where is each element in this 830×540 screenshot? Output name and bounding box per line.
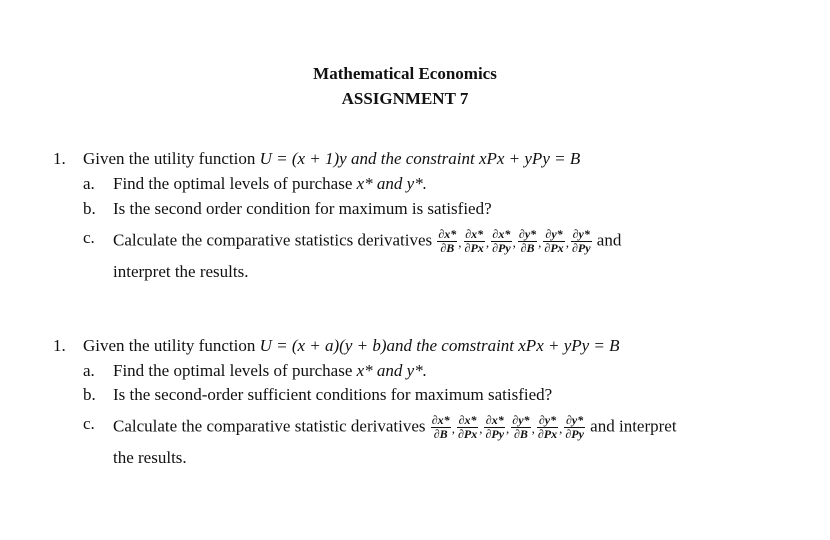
q1-intro-math: U = (x + 1)y and the constraint xPx + yPy = B (259, 149, 581, 168)
comma-separator: , (506, 421, 510, 437)
comma-separator: , (531, 421, 535, 437)
q2-c-label: c. (83, 414, 95, 433)
fraction-denominator: ∂B (433, 427, 448, 441)
fraction-numerator: ∂x* (492, 227, 511, 241)
comma-separator: , (559, 421, 563, 437)
q2-a-text: Find the optimal levels of purchase (113, 361, 357, 380)
fraction-denominator: ∂Px (457, 427, 478, 441)
derivative-fraction (491, 228, 512, 255)
q2-c-text: Calculate the comparative statistic derivatives (113, 416, 426, 436)
fraction-denominator: ∂Px (537, 427, 558, 441)
derivative-fraction (564, 414, 585, 441)
q2-c-end: and interpret (590, 416, 677, 436)
derivative-fraction (484, 414, 505, 441)
q1-a-label: a. (83, 174, 95, 193)
fraction-denominator: ∂Py (565, 427, 584, 441)
derivative-fraction (537, 414, 558, 441)
q2-number: 1. (53, 336, 66, 355)
fraction-numerator: ∂y* (538, 413, 557, 427)
comma-separator: , (538, 235, 542, 251)
fraction-numerator: ∂x* (485, 413, 504, 427)
course-title: Mathematical Economics (313, 64, 497, 83)
fraction-numerator: ∂y* (512, 413, 530, 427)
comma-separator: , (512, 235, 516, 251)
fraction-denominator: ∂Py (571, 241, 591, 255)
q2-intro-text: Given the utility function (83, 336, 260, 355)
fraction-numerator: ∂y* (545, 227, 563, 241)
q1-number: 1. (53, 149, 66, 168)
q2-b-text: Is the second-order sufficient conditions for maximum satisfied? (113, 385, 553, 404)
q2-c-cont: the results. (113, 448, 187, 467)
q1-intro-text: Given the utility function (83, 149, 260, 168)
fraction-denominator: ∂Py (492, 241, 511, 255)
q1-derivatives (436, 227, 592, 255)
q1-c-label: c. (83, 228, 95, 247)
fraction-denominator: ∂Px (464, 241, 484, 255)
comma-separator: , (485, 235, 490, 251)
derivative-fraction (457, 414, 478, 441)
derivative-fraction (571, 228, 592, 255)
derivative-fraction (511, 414, 530, 441)
q1-b-label: b. (83, 199, 96, 218)
fraction-numerator: ∂x* (465, 227, 484, 241)
fraction-numerator: ∂y* (518, 227, 537, 241)
comma-separator: , (458, 235, 462, 251)
q1-c-cont: interpret the results. (113, 262, 249, 281)
fraction-denominator: ∂B (513, 427, 528, 441)
comma-separator: , (479, 421, 483, 437)
q2-b-label: b. (83, 385, 96, 404)
fraction-numerator: ∂x* (431, 413, 450, 427)
assignment-title: ASSIGNMENT 7 (341, 89, 469, 108)
q1-b-text: Is the second order condition for maximum is satisfied? (113, 199, 492, 218)
derivative-fraction (437, 228, 457, 255)
q1-a-math: x* and y*. (356, 174, 427, 193)
q1-c-end: and (596, 230, 622, 250)
fraction-denominator: ∂B (440, 241, 455, 255)
q2-a-math: x* and y*. (356, 361, 427, 380)
comma-separator: , (451, 421, 455, 437)
fraction-numerator: ∂x* (458, 413, 477, 427)
fraction-numerator: ∂x* (438, 227, 457, 241)
derivative-fraction (518, 228, 537, 255)
fraction-numerator: ∂y* (565, 413, 584, 427)
derivative-fraction (431, 414, 451, 441)
fraction-denominator: ∂Py (485, 427, 505, 441)
derivative-fraction (464, 228, 485, 255)
fraction-denominator: ∂B (520, 241, 535, 255)
q1-c-text: Calculate the comparative statistics derivatives (113, 230, 433, 250)
q2-intro-math: U = (x + a)(y + b)and the comstraint xPx + yPy = B (259, 336, 620, 355)
derivative-fraction (543, 228, 564, 255)
q2-a-label: a. (83, 361, 95, 380)
comma-separator: , (565, 235, 569, 251)
fraction-denominator: ∂Px (544, 241, 564, 255)
fraction-numerator: ∂y* (572, 227, 590, 241)
q2-derivatives (430, 413, 586, 441)
q1-a-text: Find the optimal levels of purchase (113, 174, 357, 193)
